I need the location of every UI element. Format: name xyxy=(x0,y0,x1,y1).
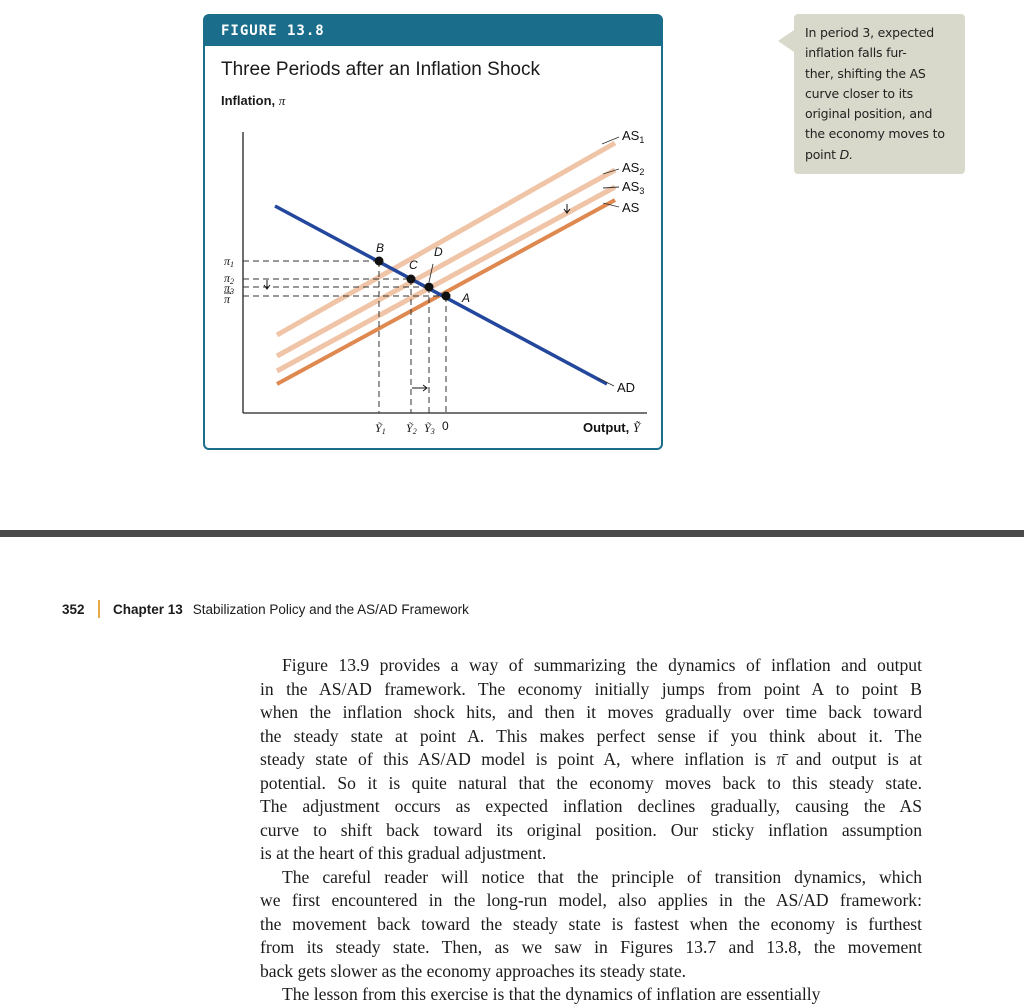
xtick-zero: 0 xyxy=(442,419,449,433)
callout-line: curve closer to its xyxy=(805,85,913,101)
body-line: potential. So it is quite natural that the economy moves back to this steady state. xyxy=(260,772,922,793)
label-ad: AD xyxy=(617,380,636,395)
leader-as3 xyxy=(603,187,619,188)
label-as3: $AS_3$ xyxy=(622,179,645,196)
figure-label: FIGURE 13.8 xyxy=(205,16,661,46)
ytick-pi2: π2 xyxy=(224,271,235,286)
x-axis-label: Output, Ỹ xyxy=(583,420,641,435)
body-line: the movement back toward the steady state is fastest when the economy is furthest xyxy=(260,913,922,934)
body-line: back gets slower as the economy approaches its steady state. xyxy=(260,960,687,981)
y-axis-label-text: Inflation, xyxy=(221,93,276,108)
body-line: from its steady state. Then, as we saw in Figures 13.7 and 13.8, the movement xyxy=(260,937,922,957)
point-d xyxy=(425,283,434,292)
body-line: when the inflation shock hits, and then it moves gradually over time back toward xyxy=(260,702,922,722)
body-line: is at the heart of this gradual adjustment. xyxy=(260,843,547,863)
label-d: D xyxy=(434,245,443,259)
body-line: in the AS/AD framework. The economy initially jumps from point A to point B xyxy=(260,678,922,699)
callout-line: inflation falls fur- xyxy=(805,45,907,61)
label-a: A xyxy=(462,291,471,305)
xtick-y2: Ỹ2 xyxy=(406,421,417,436)
body-line: Figure 13.9 provides a way of summarizing the dynamics of inflation and output xyxy=(282,655,922,675)
as-ad-chart xyxy=(205,16,665,452)
callout-pointer xyxy=(778,30,794,52)
label-as2: $AS_2$ xyxy=(622,160,645,177)
callout-line: the economy moves to xyxy=(805,126,945,142)
body-line: The adjustment occurs as expected inflation declines gradually, causing the AS xyxy=(260,796,922,816)
body-line: we first encountered in the long-run model, also applies in the AS/AD framework: xyxy=(260,890,922,910)
callout-line: ther, shifting the AS xyxy=(805,65,926,81)
body-line: curve to shift back toward its original position. Our sticky inflation assumption xyxy=(260,819,922,840)
callout-point-label: D. xyxy=(839,146,853,162)
label-as1: $AS_1$ xyxy=(622,128,645,145)
body-line-cutoff: The lesson from this exercise is that the dynamics of inflation are essentially xyxy=(282,984,821,1004)
body-line: The careful reader will notice that the principle of transition dynamics, which xyxy=(282,866,922,887)
xtick-y1: Ỹ1 xyxy=(375,421,386,436)
callout-point-prefix: point xyxy=(805,146,836,162)
label-b: B xyxy=(376,241,385,255)
xtick-y3: Ỹ3 xyxy=(424,421,435,436)
running-head xyxy=(62,600,469,618)
ytick-pi3: π3 xyxy=(224,281,235,296)
figure-callout xyxy=(794,14,965,174)
page-divider xyxy=(0,530,1024,537)
page-number: 352 xyxy=(62,602,85,617)
chapter-title: Stabilization Policy and the AS/AD Framework xyxy=(192,602,469,617)
figure-panel xyxy=(203,14,663,450)
body-line: steady state of this AS/AD model is point A, where inflation is π̄ and output is at xyxy=(260,749,922,769)
callout-line: In period 3, expected xyxy=(805,25,934,40)
point-b xyxy=(375,257,384,266)
ytick-pi1: π1 xyxy=(224,254,235,269)
ytick-pibar: π xyxy=(224,292,231,306)
label-c: C xyxy=(409,258,418,272)
callout-line: original position, and xyxy=(805,106,933,122)
running-head-rule xyxy=(98,600,100,618)
body-line: the steady state at point A. This makes perfect sense if you think about it. The xyxy=(260,725,922,746)
body-text xyxy=(260,654,922,1004)
point-c xyxy=(407,275,416,284)
chapter-number: Chapter 13 xyxy=(113,602,183,617)
point-a xyxy=(442,292,451,301)
callout-line-last xyxy=(805,145,955,165)
label-as: AS xyxy=(622,200,640,215)
y-axis-symbol: π xyxy=(278,93,286,108)
figure-title: Three Periods after an Inflation Shock xyxy=(221,59,540,80)
